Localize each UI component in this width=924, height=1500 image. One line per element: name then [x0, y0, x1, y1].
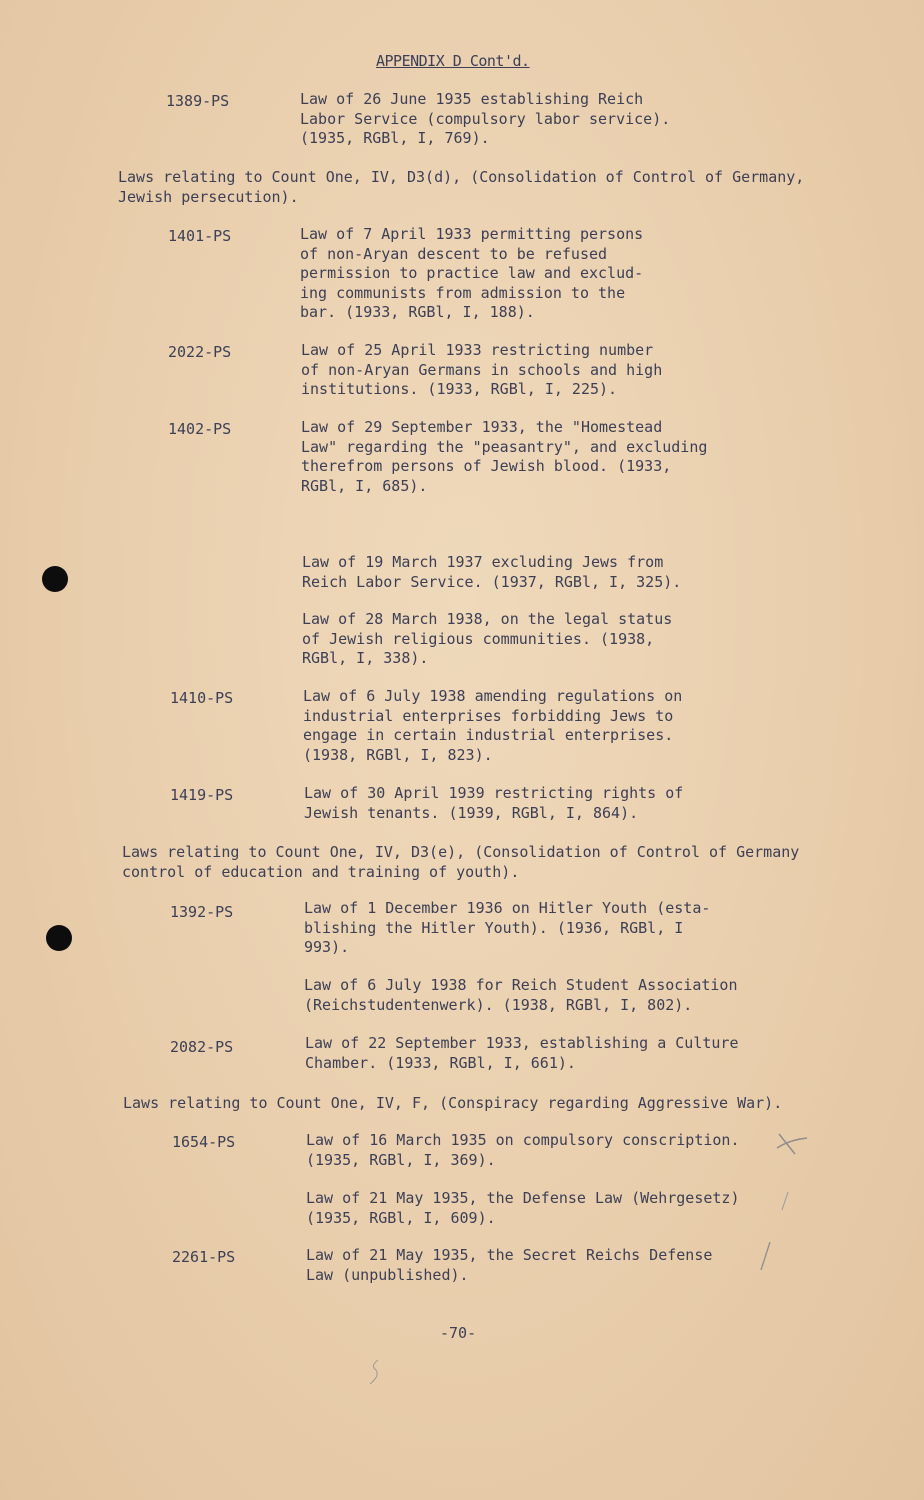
exhibit-code: 1392-PS	[170, 903, 234, 921]
punch-hole	[42, 566, 68, 592]
exhibit-code: 1654-PS	[172, 1133, 236, 1151]
section-heading: Laws relating to Count One, IV, F, (Conspiracy regarding Aggressive War).	[123, 1094, 783, 1112]
exhibit-code: 1402-PS	[168, 420, 232, 438]
law-description: Law of 30 April 1939 restricting rights of Jewish tenants. (1939, RGBl, I, 864).	[304, 784, 684, 822]
pencil-tick-mark	[758, 1240, 772, 1272]
law-description: Law of 21 May 1935, the Secret Reichs Defense Law (unpublished).	[306, 1246, 713, 1284]
law-description: Law of 6 July 1938 amending regulations on industrial enterprises forbidding Jews to engage in certain industrial enterprises. (1938, RGBl, I, 823).	[303, 687, 683, 764]
law-description: Law of 28 March 1938, on the legal status of Jewish religious communities. (1938, RGBl, I, 338).	[302, 610, 673, 667]
law-description: Law of 19 March 1937 excluding Jews from Reich Labor Service. (1937, RGBl, I, 325).	[302, 553, 682, 591]
exhibit-code: 1389-PS	[166, 92, 230, 110]
page-heading: APPENDIX D Cont'd.	[376, 52, 530, 70]
exhibit-code: 1410-PS	[170, 689, 234, 707]
pencil-scribble	[366, 1358, 382, 1386]
law-description: Law of 6 July 1938 for Reich Student Association (Reichstudentenwerk). (1938, RGBl, I, 802).	[304, 976, 738, 1014]
law-description: Law of 21 May 1935, the Defense Law (Wehrgesetz) (1935, RGBl, I, 609).	[306, 1189, 740, 1227]
law-description: Law of 16 March 1935 on compulsory conscription. (1935, RGBl, I, 369).	[306, 1131, 740, 1169]
exhibit-code: 2022-PS	[168, 343, 232, 361]
law-description: Law of 29 September 1933, the "Homestead Law" regarding the "peasantry", and excluding therefrom persons of Jewish blood. (1933, RGBl, I, 685).	[301, 418, 708, 495]
exhibit-code: 1419-PS	[170, 786, 234, 804]
exhibit-code: 1401-PS	[168, 227, 232, 245]
section-heading: Laws relating to Count One, IV, D3(d), (Consolidation of Control of Germany, Jewish persecution).	[118, 168, 805, 206]
law-description: Law of 25 April 1933 restricting number of non-Aryan Germans in schools and high institutions. (1933, RGBl, I, 225).	[301, 341, 663, 398]
exhibit-code: 2261-PS	[172, 1248, 236, 1266]
section-heading: Laws relating to Count One, IV, D3(e), (Consolidation of Control of Germany control of education and training of youth).	[122, 843, 800, 881]
page-number: -70-	[440, 1324, 477, 1342]
exhibit-code: 2082-PS	[170, 1038, 234, 1056]
pencil-tick-mark	[778, 1190, 792, 1212]
pencil-check-mark	[775, 1128, 811, 1160]
law-description: Law of 22 September 1933, establishing a Culture Chamber. (1933, RGBl, I, 661).	[305, 1034, 739, 1072]
law-description: Law of 26 June 1935 establishing Reich Labor Service (compulsory labor service). (1935, RGBl, I, 769).	[300, 90, 671, 147]
law-description: Law of 1 December 1936 on Hitler Youth (esta- blishing the Hitler Youth). (1936, RGBl, I 993).	[304, 899, 711, 956]
punch-hole	[46, 925, 72, 951]
law-description: Law of 7 April 1933 permitting persons of non-Aryan descent to be refused permission to practice law and exclud- ing communists from admission to the bar. (1933, RGBl, I, 188).	[300, 225, 644, 321]
